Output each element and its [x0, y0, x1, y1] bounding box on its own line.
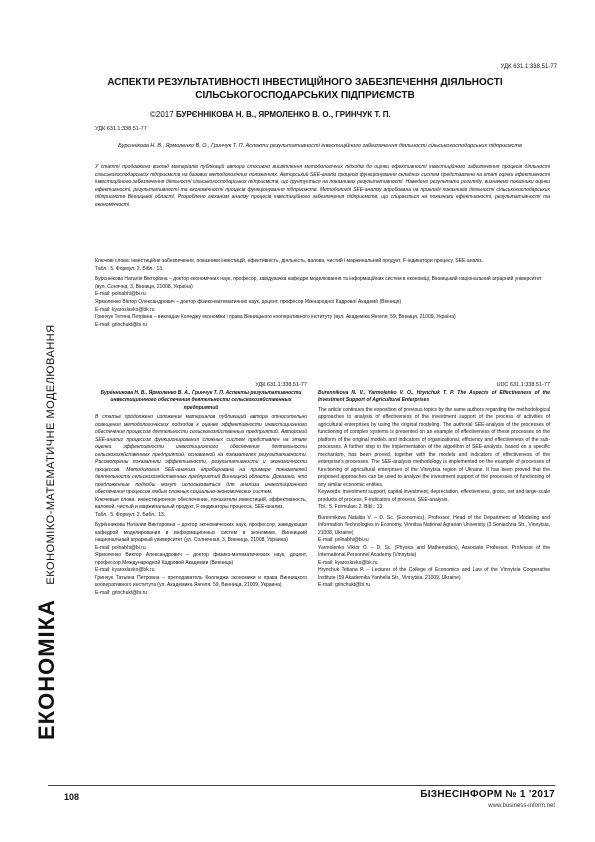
article-title	[95, 76, 515, 102]
email3-en: E-mail: grinchukt@bi.ru	[318, 582, 371, 588]
author2-ru: Ярмоленко Виктор Александрович – доктор физико-математических наук, доцент, профессор Международной Кадровой Академии (Винница)	[95, 552, 307, 566]
email3-ru: E-mail: grinchukt@bi.ru	[95, 589, 148, 596]
citation-ru: Бурённикова Н. В., Ярмоленко В. А., Гринчук Т. П. Аспекты результативности инвестиционного обеспечения деятельности сельскохозяйственных предприятий	[100, 389, 302, 411]
author1-ukr: Бурєннікова Наталія Вікторівна – доктор економічних наук, професор, завідувачка кафедри моделювання та інформаційних систем в економіці, Вінницький національний аграрний університет (вул. Сонячна, 3, Вінниця, 21008, Україна)	[95, 276, 542, 290]
author3-en: Hrynchuk Tetiana P. – Lecturer of the College of Economics and Law of the Vinnytsia Cooperative Institute (59 Akademika Yanhelia Str., Vinnytsia, 21009, Ukraine)	[318, 567, 550, 581]
page-number: 108	[64, 792, 80, 802]
email3-ukr: E-mail: grinchukt@bi.ru	[95, 321, 148, 328]
abstract-en: The article continues the exposition of previous topics by the same authors regarding the methodological approaches to analysis of effectiveness of the investment support of the process of activities of agricultural enterprises by using the original modeling. The authorial SEE-analysis of the processes of functioning of complex systems is presented on an example of effectiveness of these processes on the platform of the original models and indicators of organizational, efficiency and effectiveness of the sub-processes. A further step in the implementation of the algorithm of SEE-analysis, based on a specific mechanism, has been proved, together with the models and indicators of effectiveness of the enterprise's processes. The SEE-analysis methodology is implemented on the example of processes of functioning of agricultural enterprises of the Vinnytsia region of Ukraine. It has been proved that the proposed approaches can be used to analyze the investment support of the processes of functioning of any similar economic entities.	[318, 406, 550, 488]
citation-ukr: Бурєннікова Н. В., Ярмоленко В. О., Гринчук Т. П. Аспекти результативності інвестиційного забезпечення діяльності сільськогосподарських підприємств	[118, 143, 522, 149]
meta-ukr	[95, 258, 550, 329]
section-title: ЕКОНОМІКА	[34, 599, 59, 740]
author3-ukr: Гринчук Тетяна Петрівна – викладач Коледжу економіки і права Вінницького кооперативного інституту (вул. Академіка Янгеля, 59, Вінниця, 21009, Україна)	[95, 314, 456, 321]
title-line-1: АСПЕКТИ РЕЗУЛЬТАТИВНОСТІ ІНВЕСТИЦІЙНОГО ЗАБЕЗПЕЧЕННЯ ДІЯЛЬНОСТІ	[107, 77, 503, 88]
title-line-2: СІЛЬСЬКОГОСПОДАРСЬКИХ ПІДПРИЄМСТВ	[195, 90, 415, 101]
citation-en: Burennikova N. V., Yarmolenko V. O., Hrynchuk T. P. The Aspects of Effectiveness of the Investment Support of Agricultural Enterprises	[318, 389, 550, 403]
copyright: ©2017	[150, 110, 174, 119]
author1-en: Burennikova Nataliia V. – D. Sc. (Economics), Professor, Head of the Department of Modeling and Information Technologies in Economy, Vinnitsa National Agrarian University (3 Soniachna Str., Vinnytsia, 21008, Ukraine)	[318, 514, 550, 536]
email2-ru: E-mail: kyaroslavko@bk.ru	[95, 567, 155, 573]
email1-ukr: E-mail: polnabhi@bi.ru	[95, 291, 146, 298]
refs-ru: Табл.: 5. Формул: 2. Библ.: 13.	[95, 511, 166, 518]
author2-ukr: Ярмоленко Віктор Олександрович – доктор фізико-математичних наук, доцент, професор Міжнародної Кадрової Академії (Вінниця)	[95, 298, 402, 305]
author3-ru: Гринчук Татьяна Петровна – преподаватель Колледжа экономики и права Винницкого кооперативного института (ул. Академика Янгеля, 59, Винница, 21009, Украина)	[95, 574, 307, 588]
section-subtitle: ЕКОНОМІКО-МАТЕМАТИЧНЕ МОДЕЛЮВАННЯ	[45, 324, 57, 585]
udc-ukr: УДК 631.1:338.51-77	[95, 126, 147, 132]
section-banner	[14, 300, 59, 740]
email2-en: E-mail: kyaroslavko@bk.ru	[318, 559, 378, 566]
abstract-ru: В статье продолжено изложение материалов публикаций автора относительно освещения методологических подходов к оценке эффективности инвестиционного обеспечения процессов деятельности сельскохозяйственных предприятий. Авторский SEE-анализ процессов функционирования сложных систем представлен на этапе оценки эффективности инвестиционного обеспечения деятельности сельскохозяйственных предприятий, основанной на показателях результативности. Рассмотрены показатели эффективности, результативности и экономичности процессов. Методология SEE-анализа апробирована на примере показателей деятельности сельскохозяйственных предприятий Винницкой области. Доказано, что предложенные подходы могут использоваться для анализа инвестиционного обеспечения процессов любых сложных социально-экономических систем.	[95, 414, 307, 495]
author1-ru: Бурённикова Наталия Викторовна – доктор экономических наук, профессор, заведующая кафедрой моделирования и информационных систем в экономике, Винницкий национальный аграрный университет (ул. Солнечная, 3, Винница, 21008, Украина)	[95, 522, 307, 543]
abstract-column-en	[318, 382, 550, 590]
authors-line	[150, 110, 391, 119]
refs-en: Tbl.: 5. Formulae: 2. Bibl.: 13.	[318, 504, 384, 510]
email2-ukr: E-mail: kyaroslavko@bk.ru	[95, 306, 155, 313]
abstract-column-ru	[95, 382, 307, 597]
keywords-ukr: Ключові слова: інвестиційне забезпечення, показники інвестицій, ефективність, діяльність, валова, чистий і маржинальний продукт, F-індикатори процесу, SEE-аналіз.	[95, 258, 483, 264]
author2-en: Yarmolenko Viktor O. – D. Sc. (Physics and Mathematics), Associate Professor, Professor of the International Personnel Academy (Vinnytsia)	[318, 544, 550, 558]
email1-ru: E-mail: polnabhi@bi.ru	[95, 544, 146, 551]
refs-ukr: Табл.: 5. Формул: 2. Бібл.: 13.	[95, 265, 164, 272]
authors: БУРЄННІКОВА Н. В., ЯРМОЛЕНКО В. О., ГРИНЧУК Т. П.	[175, 110, 391, 119]
journal-url[interactable]: www.business-inform.net	[488, 803, 555, 809]
udc-ru: УДК 631.1:338.51-77	[255, 382, 307, 388]
abstract-ukr: У статті продовжено виклад матеріалів публікацій автора стосовно висвітлення методологічних підходів до оцінки ефективності інвестиційного забезпечення процесів діяльності сільськогосподарських підприємств на базових методологічних положеннях. Авторський SEE-аналіз процесів функціонування складних систем представлено на етапі оцінки ефективності інвестиційного забезпечення діяльності сільськогосподарських підприємств, що ґрунтується на показниках результативності. Наведено результати розгляду, визначено показники оцінки ефективності, результативності та економічності процесів функціонування підприємств. Методологія SEE-аналізу апробована на прикладі показників діяльності сільськогосподарських підприємств Вінницької області. Розроблено механізм аналізу процесів інвестиційного забезпечення підприємств, що спирається на показники ефективності, результативності та економічності.	[95, 164, 550, 208]
footer-divider	[48, 785, 555, 786]
keywords-ru: Ключевые слова: инвестиционное обеспечение, показатели инвестиций, эффективность, валовой, чистый и маржинальный продукт, F-индикаторы процесса, SEE-анализ.	[95, 496, 307, 510]
keywords-en: Keywords: investment support, capital investment, depreciation, effectiveness, gross, net and large-scale products of process, F-indicators of process, SEE-analysis.	[318, 489, 550, 503]
email1-en: E-mail: polnabhi@bi.ru	[318, 537, 369, 543]
udc-top: УДК 631.1:338.51-77	[500, 64, 557, 70]
journal-name: БІЗНЕСІНФОРМ № 1 '2017	[420, 789, 555, 800]
udc-en: UDC 631.1:338.51-77	[496, 382, 550, 388]
